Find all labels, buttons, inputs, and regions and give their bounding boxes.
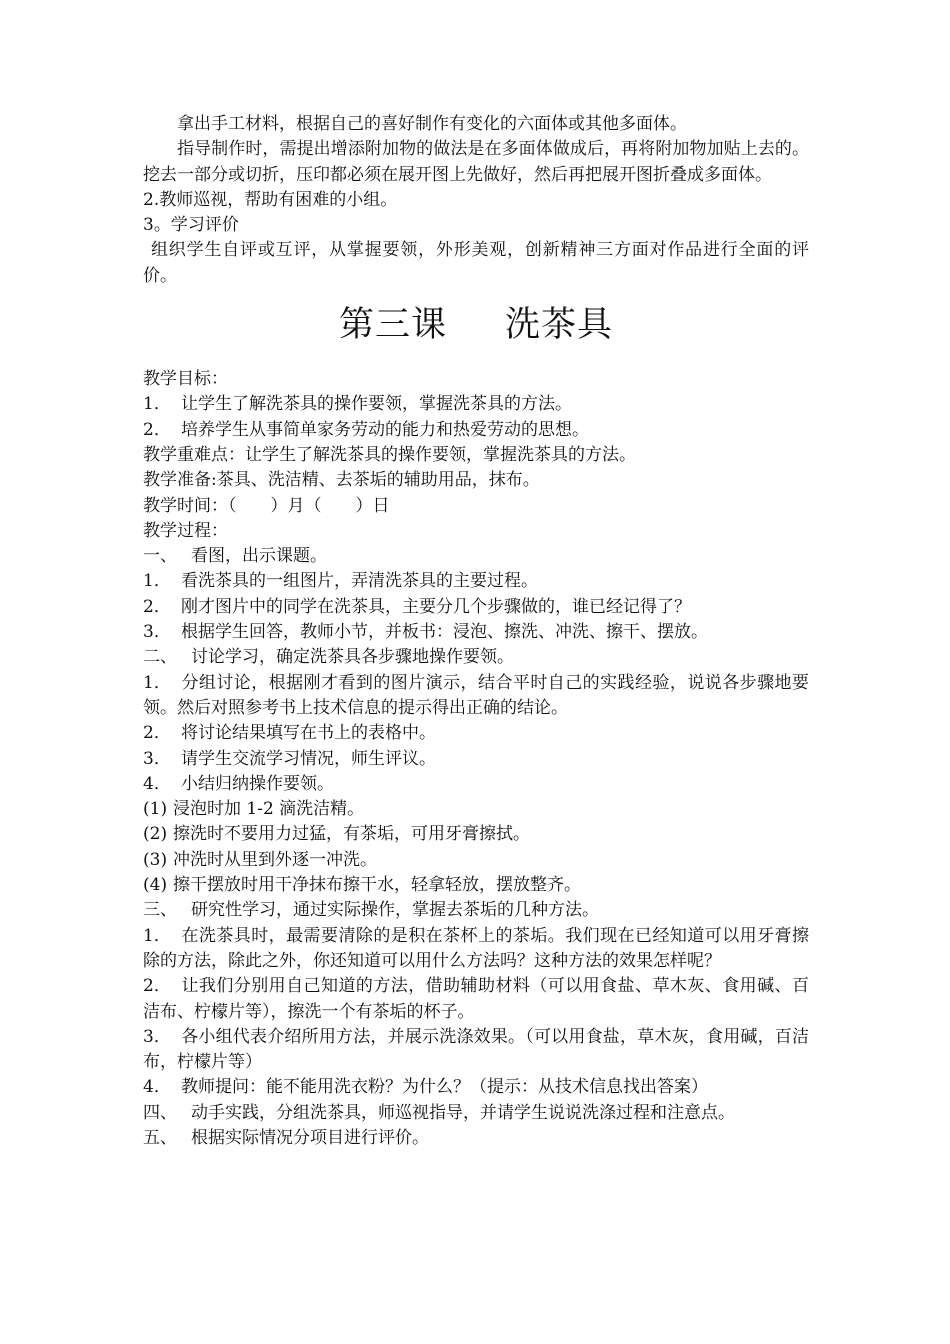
intro-paragraph-1: 拿出手工材料，根据自己的喜好制作有变化的六面体或其他多面体。 bbox=[177, 114, 687, 134]
teaching-time: 教学时间：（ ）月（ ）日 bbox=[143, 495, 390, 516]
sub-number: (4) bbox=[143, 875, 168, 896]
intro-paragraph-2: 指导制作时，需提出增添附加物的做法是在多面体做成后，再将附加物加贴上去的。挖去一部分或切折，压印都必须在展开图上先做好，然后再把展开图折叠成多面体。 bbox=[143, 139, 809, 185]
sub-number: (1) bbox=[143, 799, 168, 820]
list-item bbox=[143, 1075, 809, 1100]
list-item bbox=[143, 1025, 809, 1076]
document-page bbox=[143, 112, 809, 1151]
item-text: 分组讨论，根据刚才看到的图片演示，结合平时自己的实践经验，说说各步骤地要领。然后对照参考书上技术信息的提示得出正确的结论。 bbox=[143, 672, 809, 718]
intro-paragraph-4: 3。学习评价 bbox=[143, 215, 239, 236]
item-text: 各小组代表介绍所用方法，并展示洗涤效果。（可以用食盐，草木灰，食用碱，百洁布，柠檬片等） bbox=[143, 1026, 809, 1073]
section-heading bbox=[143, 1126, 809, 1151]
sub-item bbox=[143, 873, 809, 898]
goal-number: 1． bbox=[143, 394, 171, 415]
goal-item bbox=[143, 418, 809, 443]
sub-number: (2) bbox=[143, 824, 168, 845]
list-item bbox=[143, 772, 809, 797]
section-heading bbox=[143, 1101, 809, 1126]
item-number: 1． bbox=[143, 571, 171, 592]
list-item bbox=[143, 924, 809, 975]
key-points: 教学重难点：让学生了解洗茶具的操作要领，掌握洗茶具的方法。 bbox=[143, 444, 636, 465]
section-number: 三、 bbox=[143, 900, 177, 921]
list-item bbox=[143, 671, 809, 722]
section-heading bbox=[143, 544, 809, 569]
item-text: 在洗茶具时，最需要清除的是积在茶杯上的茶垢。我们现在已经知道可以用牙膏擦除的方法，除此之外，你还知道可以用什么方法吗？这种方法的效果怎样呢？ bbox=[143, 925, 809, 971]
item-text: 教师提问：能不能用洗衣粉？为什么？（提示：从技术信息找出答案） bbox=[181, 1077, 708, 1098]
item-text: 看洗茶具的一组图片，弄清洗茶具的主要过程。 bbox=[181, 571, 538, 592]
section-heading bbox=[143, 645, 809, 670]
sub-text: 擦干摆放时用干净抹布擦干水，轻拿轻放，摆放整齐。 bbox=[173, 875, 581, 896]
section-heading bbox=[143, 898, 809, 923]
goal-text: 让学生了解洗茶具的操作要领，掌握洗茶具的方法。 bbox=[181, 394, 572, 415]
item-number: 3． bbox=[143, 1026, 171, 1047]
sub-item bbox=[143, 848, 809, 873]
goals-label: 教学目标： bbox=[143, 369, 228, 390]
item-text: 让我们分别用自己知道的方法，借助辅助材料（可以用食盐、草木灰、食用碱、百洁布、柠檬片等），擦洗一个有茶垢的杯子。 bbox=[143, 976, 809, 1022]
section-title: 动手实践，分组洗茶具，师巡视指导，并请学生说说洗涤过程和注意点。 bbox=[191, 1102, 735, 1123]
sub-item bbox=[143, 797, 809, 822]
list-item bbox=[143, 747, 809, 772]
list-item bbox=[143, 620, 809, 645]
goal-text: 培养学生从事简单家务劳动的能力和热爱劳动的思想。 bbox=[181, 419, 589, 440]
item-number: 1． bbox=[143, 672, 171, 693]
lesson-title bbox=[143, 305, 809, 345]
sub-item bbox=[143, 822, 809, 847]
item-text: 刚才图片中的同学在洗茶具，主要分几个步骤做的，谁已经记得了？ bbox=[181, 596, 691, 617]
section-number: 五、 bbox=[143, 1127, 177, 1148]
item-number: 2． bbox=[143, 976, 171, 997]
process-label: 教学过程： bbox=[143, 520, 228, 541]
item-text: 小结归纳操作要领。 bbox=[181, 773, 334, 794]
section-title: 研究性学习，通过实际操作，掌握去茶垢的几种方法。 bbox=[191, 900, 599, 921]
sub-number: (3) bbox=[143, 849, 168, 870]
lesson-title-number: 第三课 bbox=[338, 305, 447, 346]
item-number: 2． bbox=[143, 723, 171, 744]
section-number: 四、 bbox=[143, 1102, 177, 1123]
item-number: 4． bbox=[143, 1077, 171, 1098]
item-text: 请学生交流学习情况，师生评议。 bbox=[181, 748, 436, 769]
section-title: 看图，出示课题。 bbox=[191, 546, 327, 567]
item-text: 将讨论结果填写在书上的表格中。 bbox=[181, 723, 436, 744]
item-number: 2． bbox=[143, 596, 171, 617]
list-item bbox=[143, 974, 809, 1025]
item-number: 3． bbox=[143, 622, 171, 643]
sub-text: 擦洗时不要用力过猛，有茶垢，可用牙膏擦拭。 bbox=[173, 824, 530, 845]
section-title: 根据实际情况分项目进行评价。 bbox=[191, 1127, 429, 1148]
sub-text: 冲洗时从里到外逐一冲洗。 bbox=[173, 849, 377, 870]
item-number: 4． bbox=[143, 773, 171, 794]
lesson-title-name: 洗茶具 bbox=[505, 305, 614, 346]
sub-text: 浸泡时加 1-2 滴洗洁精。 bbox=[173, 799, 365, 820]
goal-number: 2． bbox=[143, 419, 171, 440]
preparation: 教学准备:茶具、洗洁精、去茶垢的辅助用品，抹布。 bbox=[143, 470, 540, 491]
section-title: 讨论学习，确定洗茶具各步骤地操作要领。 bbox=[191, 647, 514, 668]
item-number: 3． bbox=[143, 748, 171, 769]
section-number: 一、 bbox=[143, 546, 177, 567]
list-item bbox=[143, 569, 809, 594]
intro-paragraph-5: 组织学生自评或互评，从掌握要领，外形美观，创新精神三方面对作品进行全面的评价。 bbox=[143, 240, 809, 286]
list-item bbox=[143, 721, 809, 746]
list-item bbox=[143, 595, 809, 620]
intro-paragraph-3: 2.教师巡视，帮助有困难的小组。 bbox=[143, 189, 398, 210]
item-text: 根据学生回答，教师小节，并板书：浸泡、擦洗、冲洗、擦干、摆放。 bbox=[181, 622, 708, 643]
item-number: 1． bbox=[143, 925, 171, 946]
section-number: 二、 bbox=[143, 647, 177, 668]
goal-item bbox=[143, 392, 809, 417]
